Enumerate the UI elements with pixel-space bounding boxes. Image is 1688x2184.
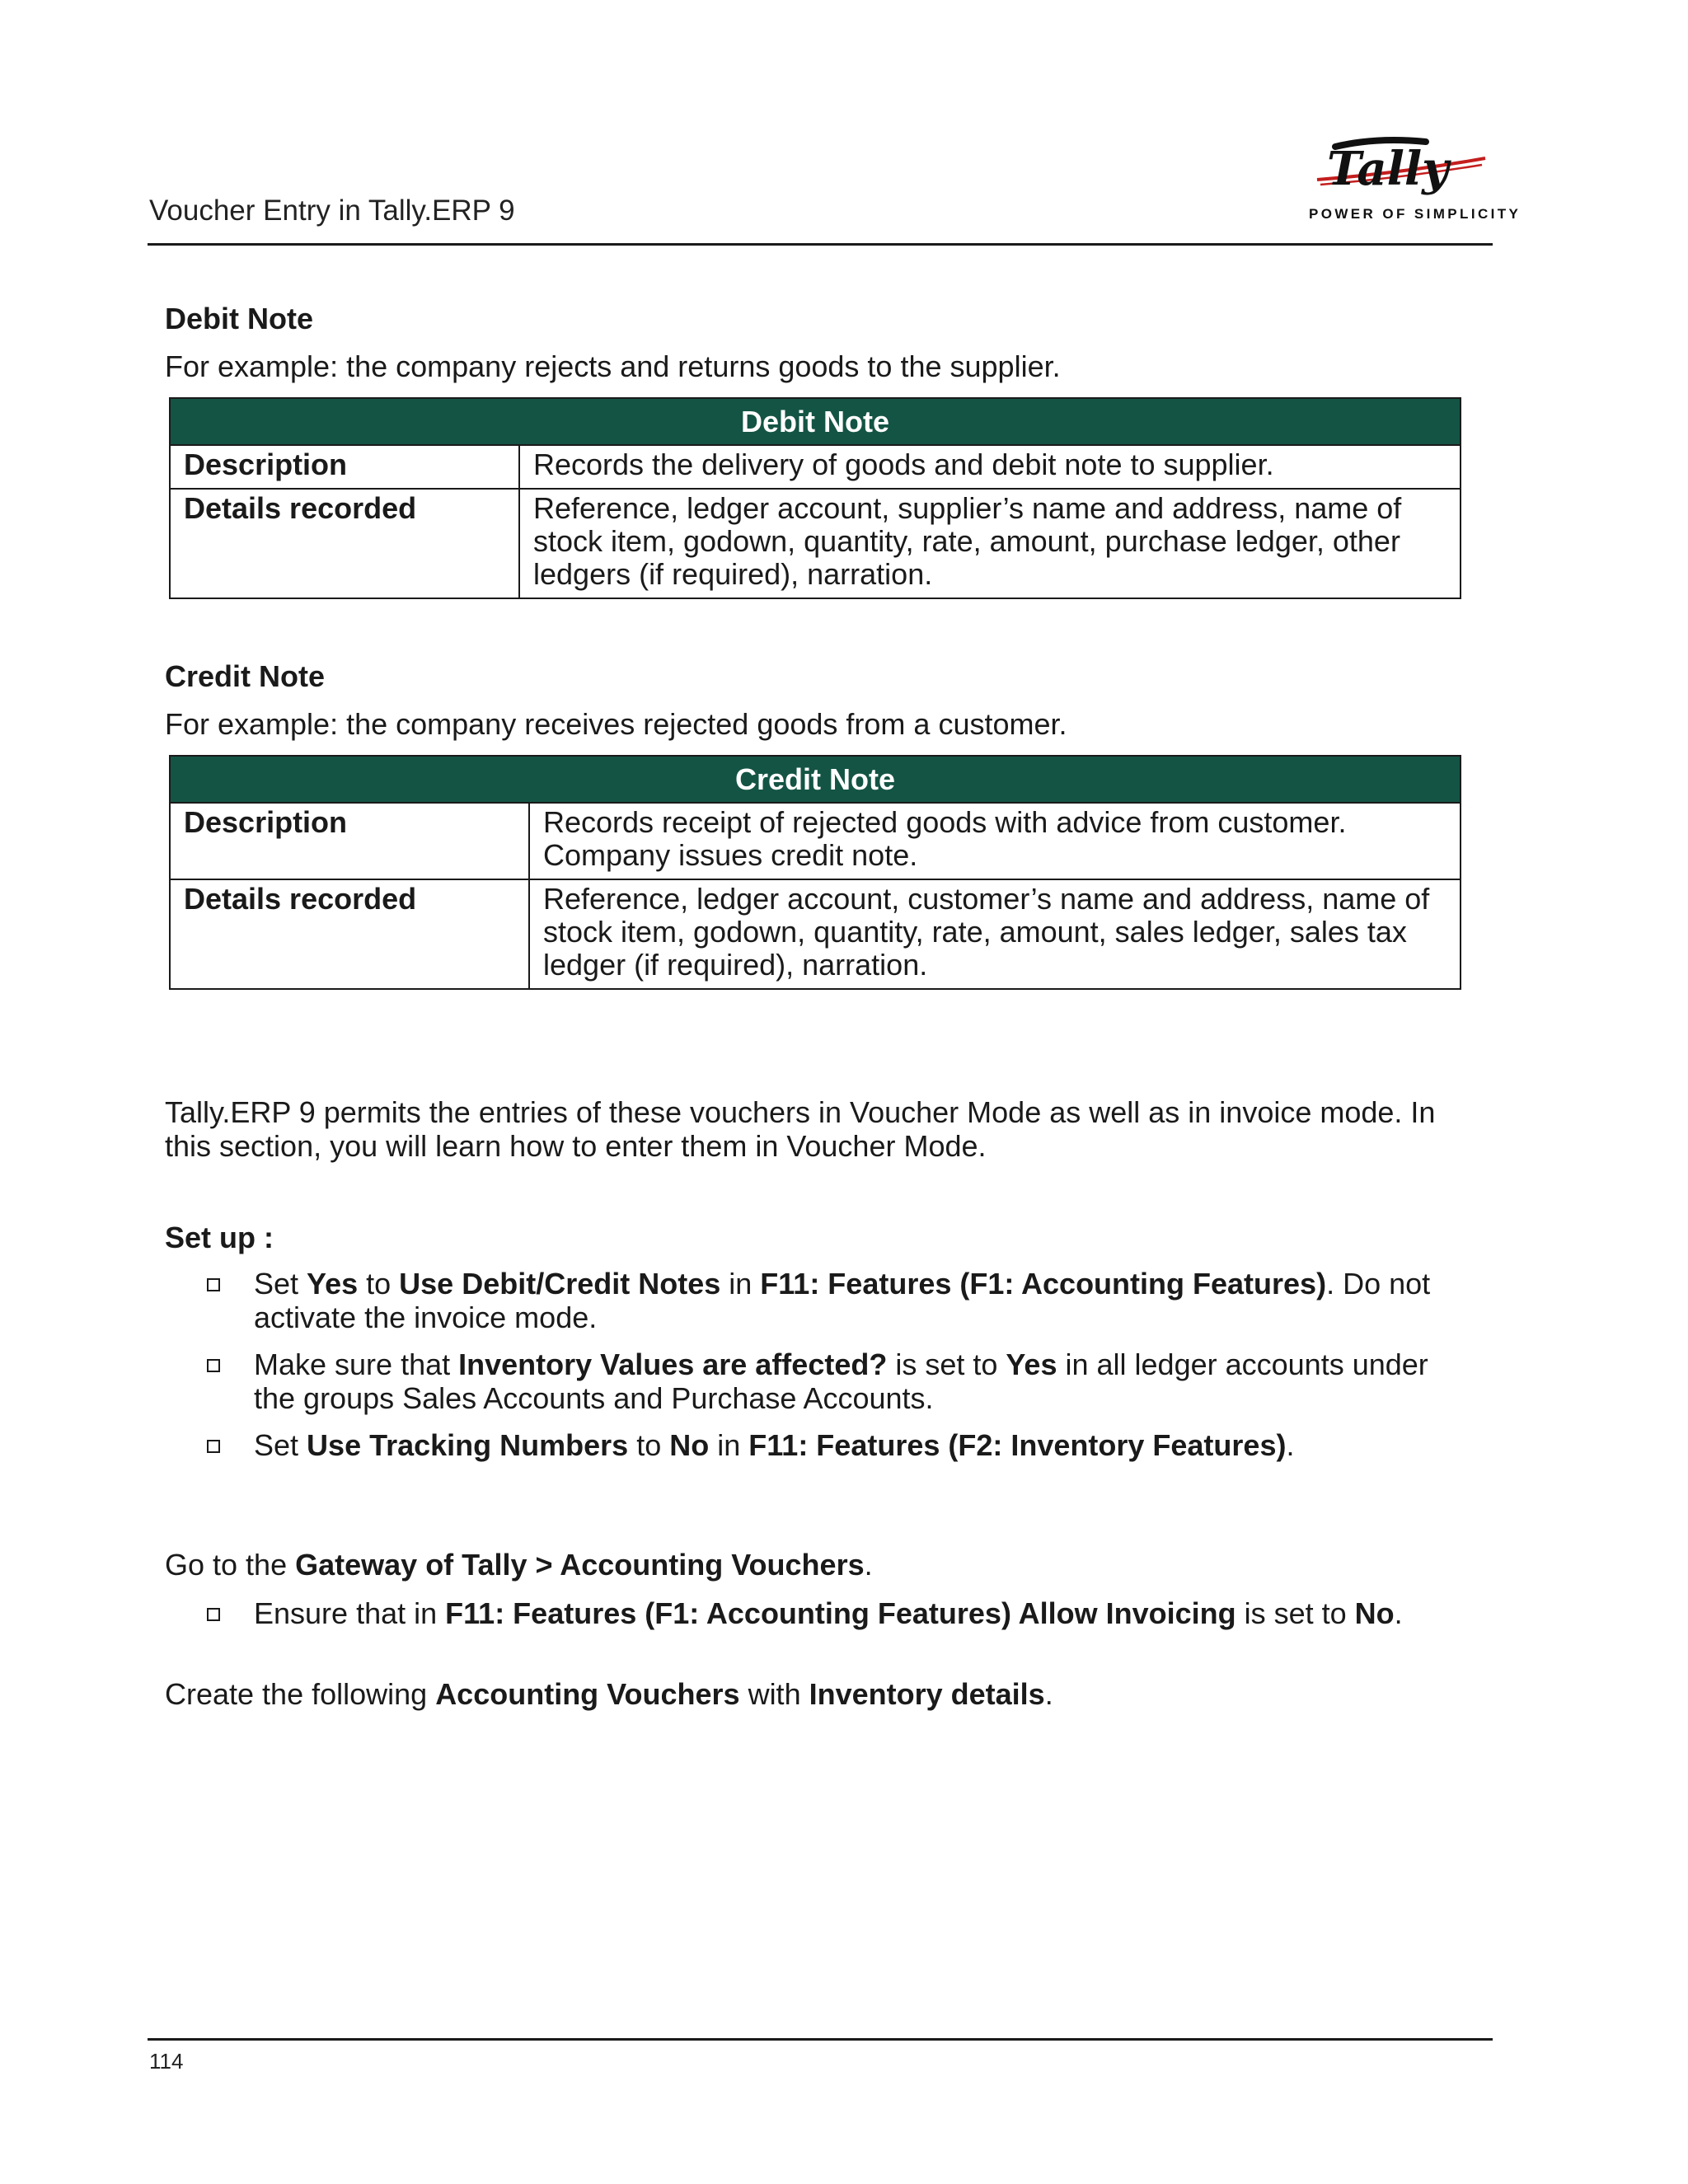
- gateway-instruction: Go to the Gateway of Tally > Accounting Vouchers.: [165, 1548, 873, 1582]
- setup-heading: Set up :: [165, 1221, 274, 1254]
- list-item: Ensure that in F11: Features (F1: Accounting Features) Allow Invoicing is set to No.: [165, 1596, 1467, 1630]
- credit-note-heading: Credit Note: [165, 659, 326, 693]
- row-label: Description: [170, 803, 529, 879]
- row-label: Description: [170, 445, 519, 489]
- footer-rule: [148, 2038, 1493, 2041]
- page-number: 114: [149, 2049, 184, 2074]
- credit-note-example: For example: the company receives rejected goods from a customer.: [165, 707, 1067, 741]
- square-bullet-icon: [207, 1440, 220, 1453]
- list-item: Set Yes to Use Debit/Credit Notes in F11: Features (F1: Accounting Features). Do not activate the invoice mode.: [165, 1267, 1467, 1334]
- square-bullet-icon: [207, 1608, 220, 1621]
- logo-text: Tally: [1327, 142, 1449, 196]
- debit-note-table: [169, 397, 1461, 599]
- header-rule: [148, 243, 1493, 246]
- row-value: Reference, ledger account, supplier’s name and address, name of stock item, godown, quantity, rate, amount, purchase ledger, other ledgers (if required), narration.: [519, 489, 1461, 598]
- table-row: [170, 489, 1461, 598]
- square-bullet-icon: [207, 1359, 220, 1372]
- page-content: [165, 302, 1467, 1711]
- debit-note-example: For example: the company rejects and returns goods to the supplier.: [165, 349, 1061, 383]
- setup-list: [165, 1267, 1467, 1462]
- table-row: [170, 879, 1461, 989]
- intro-paragraph: Tally.ERP 9 permits the entries of these vouchers in Voucher Mode as well as in invoice mode. In this section, you will learn how to enter them in Voucher Mode.: [165, 1095, 1436, 1163]
- row-value: Records the delivery of goods and debit note to supplier.: [519, 445, 1461, 489]
- credit-note-table: [169, 755, 1461, 990]
- debit-note-heading: Debit Note: [165, 302, 313, 335]
- row-value: Reference, ledger account, customer’s name and address, name of stock item, godown, quantity, rate, amount, sales ledger, sales tax ledger (if required), narration.: [529, 879, 1461, 989]
- row-label: Details recorded: [170, 489, 519, 598]
- table-row: [170, 803, 1461, 879]
- square-bullet-icon: [207, 1278, 220, 1291]
- row-label: Details recorded: [170, 879, 529, 989]
- row-value: Records receipt of rejected goods with advice from customer. Company issues credit note.: [529, 803, 1461, 879]
- list-item: Make sure that Inventory Values are affected? is set to Yes in all ledger accounts under the groups Sales Accounts and Purchase Accounts.: [165, 1347, 1467, 1415]
- header-title: Voucher Entry in Tally.ERP 9: [149, 194, 515, 227]
- list-item: Set Use Tracking Numbers to No in F11: Features (F2: Inventory Features).: [165, 1428, 1467, 1462]
- credit-note-table-title: Credit Note: [170, 756, 1461, 803]
- create-instruction: Create the following Accounting Vouchers with Inventory details.: [165, 1677, 1053, 1711]
- gateway-list: [165, 1596, 1467, 1630]
- table-row: [170, 445, 1461, 489]
- debit-note-table-title: Debit Note: [170, 398, 1461, 445]
- logo-tagline: POWER OF SIMPLICITY: [1309, 206, 1522, 222]
